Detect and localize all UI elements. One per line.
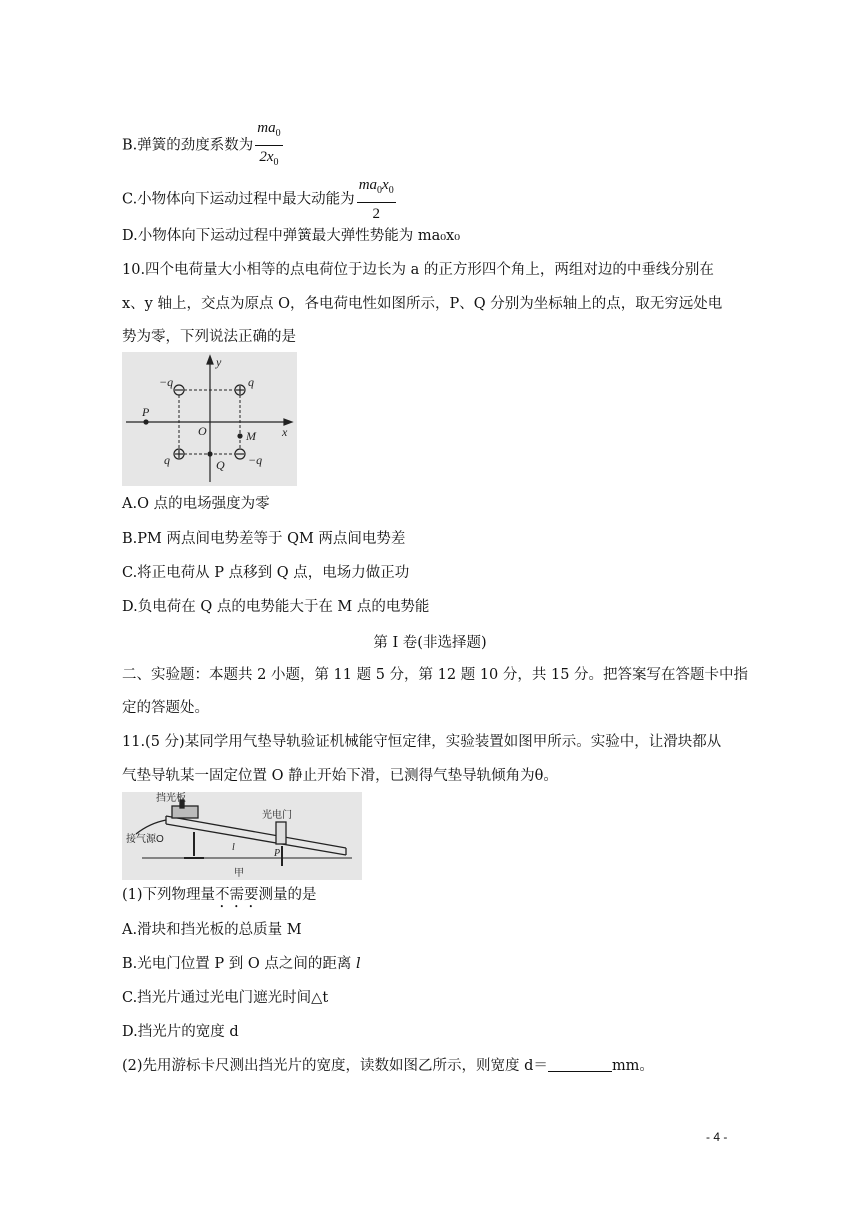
label-charge-top-left: −q	[159, 375, 174, 389]
spring-constant-fraction: $\frac{ma_0}{2x_0}$	[257, 120, 281, 168]
q10-option-c: C.将正电荷从 P 点移到 Q 点，电场力做正功	[122, 565, 410, 581]
air-hose	[136, 820, 166, 834]
q11-option-c: C.挡光片通过光电门遮光时间△t	[122, 990, 329, 1006]
label-m: M	[246, 429, 256, 443]
q11-stem-line-1: 11.(5 分)某同学用气垫导轨验证机械能守恒定律，实验装置如图甲所示。实验中，让滑块都从	[122, 734, 722, 750]
label-photogate: 光电门	[262, 810, 292, 821]
q11-sub1: (1)下列物理量不需要测量的是	[122, 887, 317, 903]
air-track-diagram	[122, 792, 362, 880]
q10-stem-line-2: x、y 轴上，交点为原点 O，各电荷电性如图所示，P、Q 分别为坐标轴上的点，取无穷远处电	[122, 296, 723, 312]
q9-option-c-text: C.小物体向下运动过程中最大动能为	[122, 191, 355, 208]
charge-top-left	[174, 385, 184, 395]
q10-charge-figure	[122, 352, 297, 486]
q9-option-b	[122, 118, 283, 168]
label-charge-top-right: q	[248, 375, 254, 389]
label-shading-plate: 挡光板	[156, 793, 186, 804]
q9-option-d: D.小物体向下运动过程中弹簧最大弹性势能为 ma₀x₀	[122, 228, 461, 244]
q10-option-d: D.负电荷在 Q 点的电势能大于在 M 点的电势能	[122, 599, 430, 615]
label-y: y	[216, 355, 222, 369]
slider-block	[172, 806, 198, 818]
max-kinetic-energy-fraction: $\frac{ma_0x_0}{2}$	[358, 177, 394, 222]
point-m-dot	[237, 433, 242, 438]
point-q-dot	[207, 451, 212, 456]
label-q: Q	[216, 458, 225, 472]
q11-sub2: (2)先用游标卡尺测出挡光片的宽度，读数如图乙所示，则宽度 d＝ mm。	[122, 1058, 654, 1074]
label-charge-bottom-right: −q	[248, 453, 263, 467]
q10-option-a: A.O 点的电场强度为零	[122, 496, 270, 512]
q10-stem-line-1: 10.四个电荷量大小相等的点电荷位于边长为 a 的正方形四个角上，两组对边的中垂线分别在	[122, 262, 714, 278]
q10-stem-line-3: 势为零，下列说法正确的是	[122, 329, 296, 345]
y-axis-arrow	[207, 356, 213, 364]
not-needed-emphasis: 不需要	[215, 887, 259, 903]
q11-option-d: D.挡光片的宽度 d	[122, 1024, 239, 1040]
q11-option-b: B.光电门位置 P 到 O 点之间的距离 l	[122, 956, 361, 972]
figure-caption: 甲	[234, 868, 244, 879]
q11-stem-line-2: 气垫导轨某一固定位置 O 静止开始下滑，已测得气垫导轨倾角为θ。	[122, 768, 558, 784]
q10-charge-diagram	[122, 352, 297, 486]
section-title: 第 I 卷(非选择题)	[373, 635, 487, 651]
q9-option-c	[122, 175, 396, 222]
section-intro-line-1: 二、实验题：本题共 2 小题，第 11 题 5 分，第 12 题 10 分，共 15 分。把答案写在答题卡中指	[122, 667, 749, 683]
q10-option-b: B.PM 两点间电势差等于 QM 两点间电势差	[122, 531, 406, 547]
point-p-dot	[143, 419, 148, 424]
label-air-source: 接气源O	[126, 834, 164, 845]
charge-top-right	[235, 385, 245, 395]
label-o: O	[198, 424, 207, 438]
label-distance-l: l	[232, 842, 235, 853]
page-number: - 4 -	[706, 1130, 728, 1144]
label-charge-bottom-left: q	[164, 453, 170, 467]
label-p: P	[142, 405, 150, 419]
label-point-p: P	[274, 848, 281, 859]
photogate	[276, 822, 286, 844]
q9-option-b-text: B.弹簧的劲度系数为	[122, 137, 254, 154]
q11-apparatus-figure	[122, 792, 362, 880]
section-intro-line-2: 定的答题处。	[122, 700, 209, 716]
charge-bottom-right	[235, 449, 245, 459]
label-x: x	[282, 425, 288, 439]
charge-bottom-left	[174, 449, 184, 459]
answer-blank[interactable]	[548, 1057, 612, 1072]
q11-option-a: A.滑块和挡光板的总质量 M	[122, 922, 302, 938]
